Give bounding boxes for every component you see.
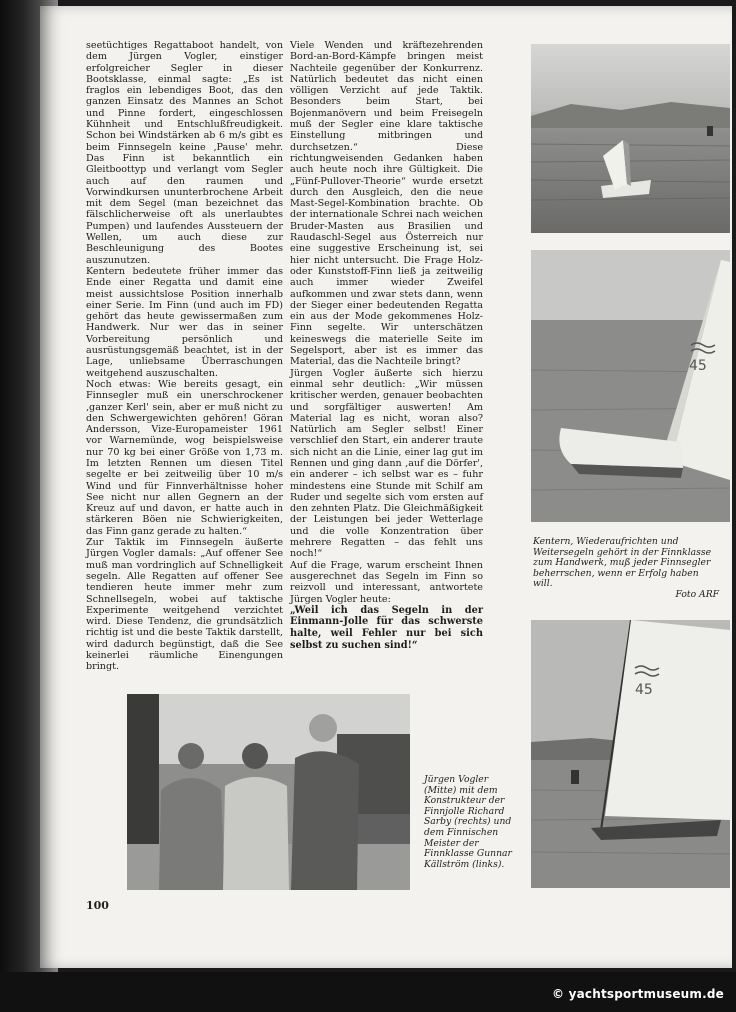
paragraph: Auf die Frage, warum erscheint Ihnen ausgerechnet das Segeln im Finn so reizvoll und interessant, antwortete Jürgen Vogler heute: bbox=[290, 559, 483, 605]
article-column-2 bbox=[290, 40, 483, 651]
paragraph: Jürgen Vogler äußerte sich hierzu einmal sehr deutlich: „Wir müssen kritischer werden, genauer beobachten und sorgfältiger auswerten! Am Material lag es nicht, woran also? Natürlich am Segler selbst! Einer verschlief den Start, ein anderer traute sich nicht an die Linie, einer lag gut im Rennen und ging dann ‚auf die Dörfer', ein anderer – ich selbst war es – fuhr mindestens eine Stunde mit Schilf am Ruder und segelte sich vom ersten auf den zehnten Platz. Die Gleichmäßigkeit der Leistungen bei jeder Wetterlage und die volle Konzentration über mehrere Regatten – das fehlt uns noch!“ bbox=[290, 367, 483, 560]
pull-quote: „Weil ich das Segeln in der Einmann-Jolle für das schwerste halte, weil Fehler nur bei sich selbst zu suchen sind!“ bbox=[290, 604, 483, 651]
sail-number: 45 bbox=[689, 358, 707, 374]
caption-text: Kentern, Wiederaufrichten und Weitersegeln gehört in der Finnklasse zum Handwerk, muß jeder Finnsegler beherrschen, wenn er Erfolg haben will. bbox=[533, 536, 712, 590]
paragraph: Viele Wenden und kräftezehrenden Bord-an-Bord-Kämpfe bringen meist Nachteile gegenüber der Konkurrenz. Natürlich bedeutet das nicht einen völligen Verzicht auf jede Taktik. Besonders beim Start, bei Bojenmanövern und beim Freisegeln muß der Segler eine klare taktische Einstellung mitbringen und durchsetzen.“ Diese richtungweisenden Gedanken haben auch heute noch ihre Gültigkeit. Die „Fünf-Pullover-Theorie“ wurde ersetzt durch den Ausgleich, den die neue Mast-Segel-Kombination brachte. Ob der internationale Schrei nach weichen Bruder-Masten aus Brasilien und Raudaschl-Segel aus Österreich nur eine suggestive Erscheinung ist, sei hier nicht untersucht. Die Frage Holz- oder Kunststoff-Finn ließ ja zeitweilig auch immer wieder Zweifel aufkommen und zwar stets dann, wenn der Sieger einer bedeutenden Regatta ein aus der Mode gekommenes Holz-Finn segelte. Wir unterschätzen keineswegs die materielle Seite im Segelsport, aber ist es immer das Material, das die Nachteile bringt? bbox=[290, 40, 483, 368]
paragraph: seetüchtiges Regattaboot handelt, von dem Jürgen Vogler, einstiger erfolgreicher Segler in dieser Bootsklasse, einmal sagte: „Es ist fraglos ein lebendiges Boot, das den ganzen Einsatz des Mannes an Schot und Pinne fordert, eingeschlossen Kühnheit und Entschlußfreudigkeit. Schon bei Windstärken ab 6 m/s gibt es beim Finnsegeln keine ‚Pause' mehr. Das Finn ist bekanntlich ein Gleitboottyp und verlangt vom Segler auch auf den raumen und Vorwindkursen ununterbrochene Arbeit mit dem Segel (man bezeichnet das fälschlicherweise oft als unerlaubtes Pumpen) und laufendes Aussteuern der Wellen, um auch diese zur Beschleunigung des Bootes auszunutzen. bbox=[86, 40, 283, 266]
article-column-1 bbox=[86, 40, 283, 673]
sail-number: 45 bbox=[635, 682, 653, 698]
photo-capsized-boat bbox=[531, 44, 730, 233]
caption-right bbox=[533, 537, 719, 601]
watermark: © yachtsportmuseum.de bbox=[552, 987, 724, 1001]
photo-group bbox=[127, 694, 410, 890]
photo-credit: Foto ARF bbox=[675, 588, 719, 600]
paragraph: Noch etwas: Wie bereits gesagt, ein Finnsegler muß ein unerschrockener ‚ganzer Kerl' sein, aber er muß nicht zu den Schwergewichten gehören! Göran Andersson, Vize-Europameister 1961 vor Warnemünde, wog beispielsweise nur 70 kg bei einer Größe von 1,73 m. Im letzten Rennen um diesen Titel segelte er bei zeitweilig über 10 m/s Wind und für Finnverhältnisse hoher See nicht nur allen Gegnern an der Kreuz auf und davon, er hatte auch in stärkeren Böen nie Schwierigkeiten, das Finn ganz gerade zu halten.“ bbox=[86, 378, 283, 537]
paragraph: Kentern bedeutete früher immer das Ende einer Regatta und damit eine meist aussichtslose Position innerhalb einer Serie. Im Finn (und auch im FD) gehört das heute gewissermaßen zum Handwerk. Nur wer das in seiner Vorbereitung persönlich und ausrüstungsgemäß beachtet, ist in der Lage, unliebsame Überraschungen weitgehend auszuschalten. bbox=[86, 265, 283, 379]
photo-upright-finn bbox=[531, 620, 730, 888]
paragraph: Zur Taktik im Finnsegeln äußerte Jürgen Vogler damals: „Auf offener See muß man vordringlich auf Schnelligkeit segeln. Alle Regatten auf offener See tendieren heute immer mehr zum Schnellsegeln, wobei auf taktische Experimente weitgehend verzichtet wird. Diese Tendenz, die grundsätzlich richtig ist und die beste Taktik darstellt, wird dadurch begünstigt, daß die See keinerlei räumliche Einengungen bringt. bbox=[86, 537, 283, 673]
caption-group: Jürgen Vogler (Mitte) mit dem Konstrukteur der Finnjolle Richard Sarby (rechts) und dem Finnischen Meister der Finnklasse Gunnar Källström (links). bbox=[424, 774, 512, 870]
photo-heeling-finn bbox=[531, 250, 730, 522]
page-number: 100 bbox=[86, 899, 109, 912]
